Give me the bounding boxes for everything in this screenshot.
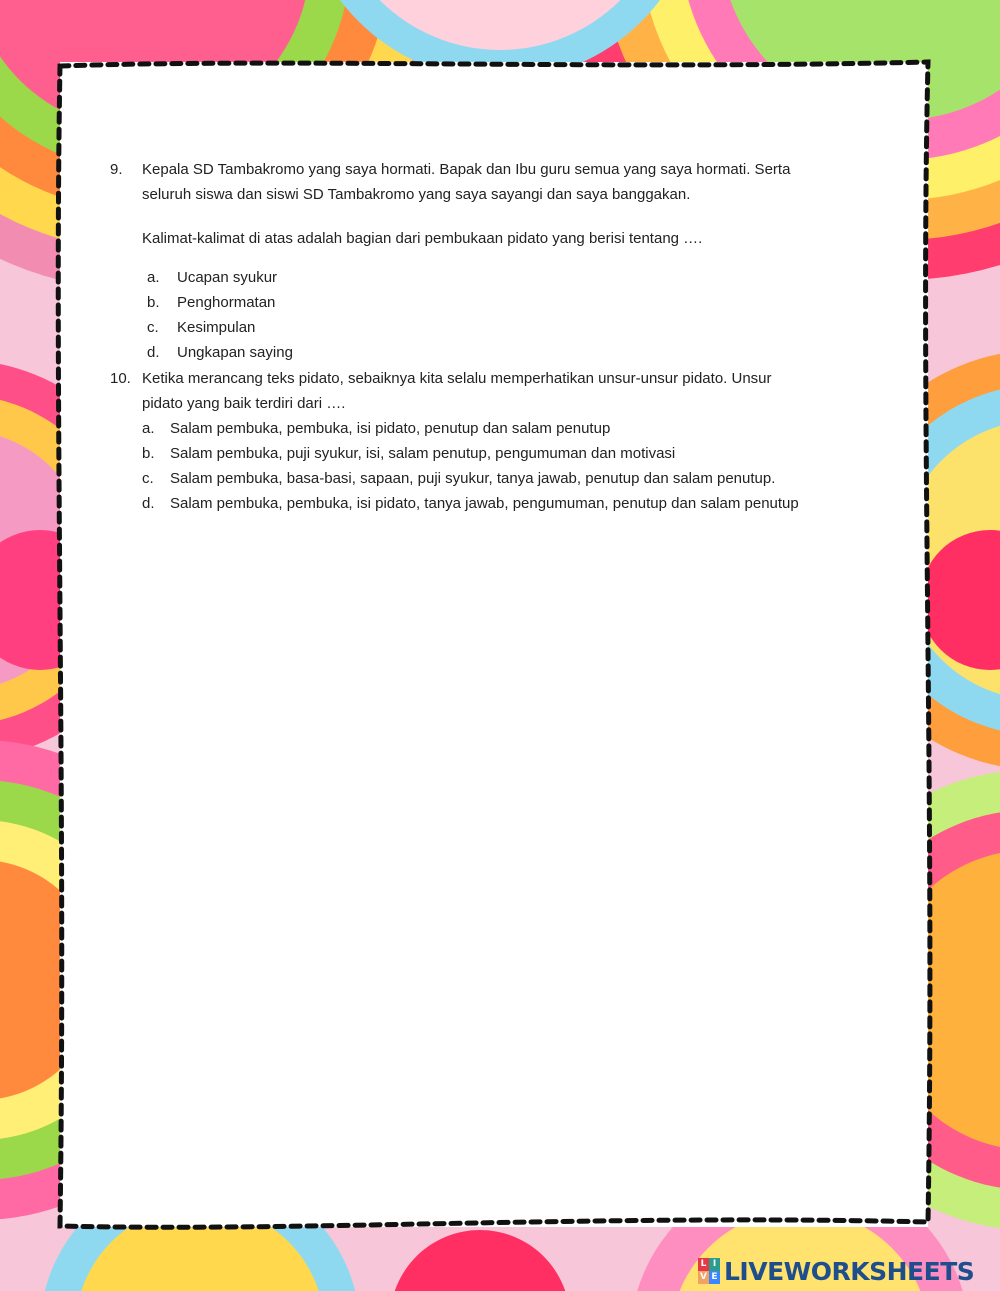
question-10-option-c[interactable]: Salam pembuka, basa-basi, sapaan, puji syukur, tanya jawab, penutup dan salam penutup. xyxy=(170,470,776,487)
liveworksheets-wordmark: LIVEWORKSHEETS xyxy=(724,1256,975,1286)
question-9-option-d-letter: d. xyxy=(147,344,160,361)
question-9-option-d[interactable]: Ungkapan saying xyxy=(177,344,293,361)
liveworksheets-brand[interactable] xyxy=(698,1255,974,1287)
question-10-option-d[interactable]: Salam pembuka, pembuka, isi pidato, tanya jawab, pengumuman, penutup dan salam penutup xyxy=(170,495,799,512)
question-9-number: 9. xyxy=(110,161,123,178)
question-9-text-line-2: seluruh siswa dan siswi SD Tambakromo yang saya sayangi dan saya banggakan. xyxy=(142,186,691,203)
liveworksheets-logo-icon: L I V E xyxy=(698,1258,720,1284)
question-10-option-a-letter: a. xyxy=(142,420,155,437)
question-9-text-line-1: Kepala SD Tambakromo yang saya hormati. Bapak dan Ibu guru semua yang saya hormati. Serta xyxy=(142,161,791,178)
question-10-option-d-letter: d. xyxy=(142,495,155,512)
question-9-option-b[interactable]: Penghormatan xyxy=(177,294,276,311)
question-9-option-c[interactable]: Kesimpulan xyxy=(177,319,256,336)
question-10-option-b-letter: b. xyxy=(142,445,155,462)
question-9-option-a-letter: a. xyxy=(147,269,160,286)
question-10-text-line-1: Ketika merancang teks pidato, sebaiknya kita selalu memperhatikan unsur-unsur pidato. Unsur xyxy=(142,370,772,387)
question-9-option-c-letter: c. xyxy=(147,319,159,336)
question-9-option-a[interactable]: Ucapan syukur xyxy=(177,269,278,286)
question-9-prompt: Kalimat-kalimat di atas adalah bagian dari pembukaan pidato yang berisi tentang …. xyxy=(142,230,703,247)
question-10-option-a[interactable]: Salam pembuka, pembuka, isi pidato, penutup dan salam penutup xyxy=(170,420,611,437)
question-9-option-b-letter: b. xyxy=(147,294,160,311)
question-10-option-c-letter: c. xyxy=(142,470,154,487)
question-10-option-b[interactable]: Salam pembuka, puji syukur, isi, salam penutup, pengumuman dan motivasi xyxy=(170,445,676,462)
question-10-number: 10. xyxy=(110,370,131,387)
question-10-text-line-2: pidato yang baik terdiri dari …. xyxy=(142,395,346,412)
